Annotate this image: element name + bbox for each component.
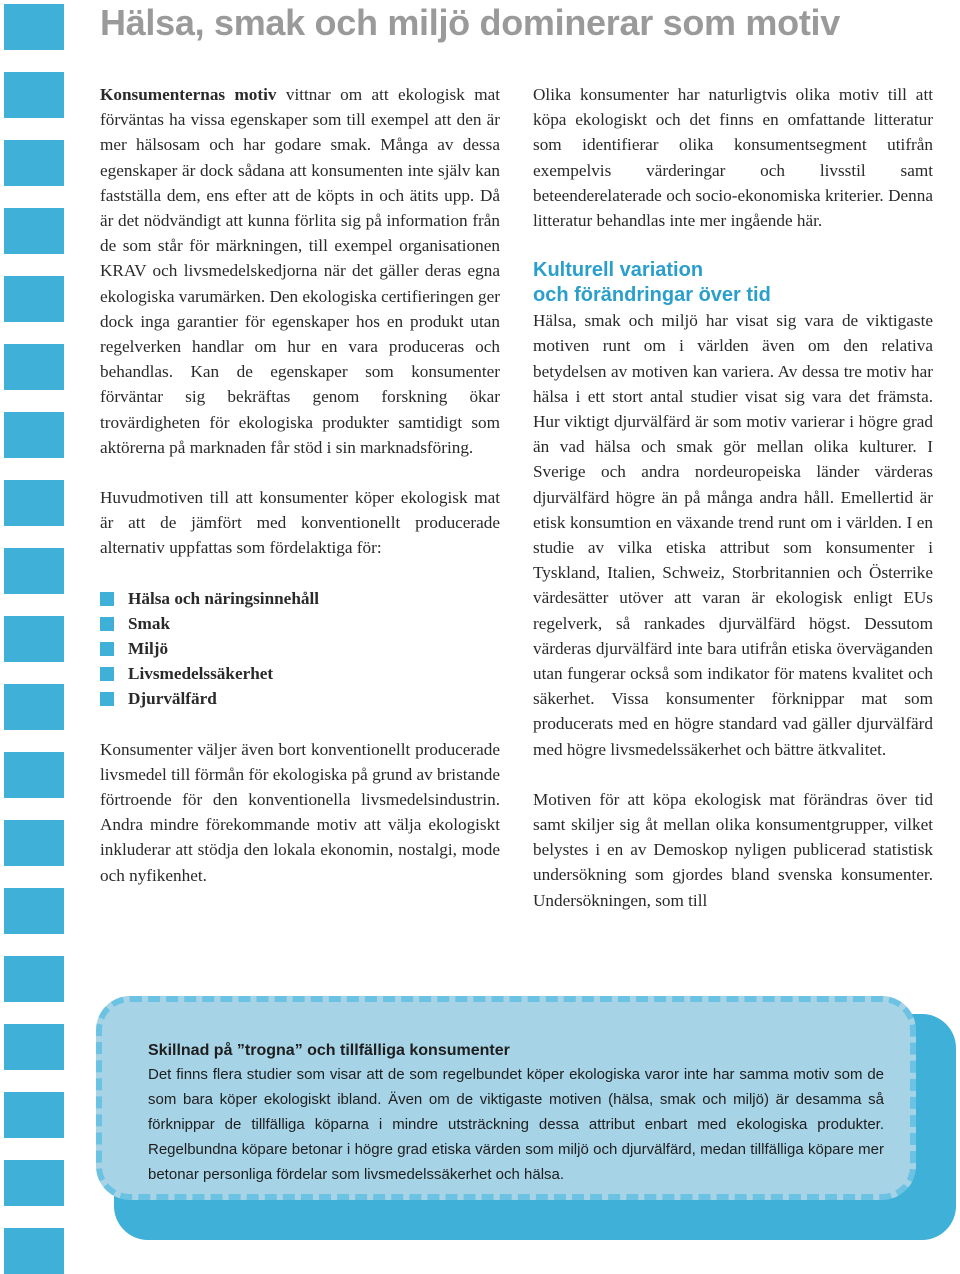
decor-square xyxy=(4,344,64,390)
bullet-square-icon xyxy=(100,692,114,706)
list-item-label: Livsmedelssäkerhet xyxy=(128,664,274,684)
infobox-title: Skillnad på ”trogna” och tillfälliga konsumenter xyxy=(148,1042,510,1059)
section-heading-line-2: och förändringar över tid xyxy=(533,284,771,307)
infobox-body: Det finns flera studier som visar att de som regelbundet köper ekologiska varor inte har samma motiv som de som bara köper ekologiskt ibland. Även om de viktigaste motiven (hälsa, smak och miljö) är desamma så förknippar de tillfälliga köparna i mindre utsträckning dessa attribut enbart med ekologiska produkter. Regelbundna köpare betonar i högre grad etiska värden som miljö och djurvälfärd, medan tillfälliga köpare mer betonar personliga fördelar som livsmedelssäkerhet och hälsa. xyxy=(148,1066,884,1183)
over-time-paragraph: Motiven för att köpa ekologisk mat förändras över tid samt skiljer sig åt mellan olika konsumentgrupper, vilket belystes i en av Demoskop nyligen publicerad statistisk undersökning som gjordes bland svenska konsumenter. Undersökningen, som till xyxy=(533,789,933,910)
decor-square xyxy=(4,684,64,730)
decor-square xyxy=(4,208,64,254)
list-item-label: Djurvälfärd xyxy=(128,689,217,709)
segments-paragraph: Olika konsumenter har naturligtvis olika motiv till att köpa ekologiskt och det finns en omfattande litteratur som identifierar olika konsumentsegment utifrån exempelvis värderingar och livsstil samt beteenderelaterade och socio-ekonomiska kriterier. Denna litteratur behandlas inte mer ingående här. xyxy=(533,85,933,231)
list-item xyxy=(100,586,500,611)
decor-square xyxy=(4,548,64,594)
decor-square xyxy=(4,140,64,186)
section-heading xyxy=(533,258,933,308)
decor-square xyxy=(4,1160,64,1206)
decor-square xyxy=(4,4,64,50)
side-decoration xyxy=(4,0,64,1250)
list-item xyxy=(100,636,500,661)
right-column xyxy=(533,82,933,938)
decor-square xyxy=(4,1024,64,1070)
decor-square xyxy=(4,616,64,662)
motives-list xyxy=(100,586,500,712)
list-item-label: Miljö xyxy=(128,639,169,659)
list-item xyxy=(100,686,500,711)
other-motives-paragraph: Konsumenter väljer även bort konventionellt producerade livsmedel till förmån för ekologiska på grund av bristande förtroende för den konventionella livsmedelsindustrin. Andra mindre förekommande motiv att välja ekologiskt inkluderar att stödja den lokala ekonomin, nostalgi, mode och nyfikenhet. xyxy=(100,739,500,885)
list-item-label: Smak xyxy=(128,613,171,633)
decor-square xyxy=(4,888,64,934)
decor-square xyxy=(4,72,64,118)
infobox-container xyxy=(96,996,956,1240)
decor-square xyxy=(4,1092,64,1138)
list-item-label: Hälsa och näringsinnehåll xyxy=(128,588,320,608)
lead-in: Konsumenternas motiv xyxy=(100,85,277,104)
motives-intro: Huvudmotiven till att konsumenter köper ekologisk mat är att de jämfört med konventionellt producerade alternativ uppfattas som fördelaktiga för: xyxy=(100,488,500,558)
decor-square xyxy=(4,956,64,1002)
bullet-square-icon xyxy=(100,617,114,631)
page-title: Hälsa, smak och miljö dominerar som motiv xyxy=(100,2,840,43)
decor-square xyxy=(4,276,64,322)
decor-square xyxy=(4,480,64,526)
bullet-square-icon xyxy=(100,592,114,606)
section-heading-line-1: Kulturell variation xyxy=(533,259,704,282)
left-column xyxy=(100,82,500,913)
decor-square xyxy=(4,820,64,866)
bullet-square-icon xyxy=(100,667,114,681)
intro-text: vittnar om att ekologisk mat förväntas ha vissa egenskaper som till exempel att den är mer hälsosam och har godare smak. Många av dessa egenskaper är dock sådana att konsumenten inte själv kan fastställa dem, ens efter att de köpts in och ätits upp. Då är det nödvändigt att kunna förlita sig på information från de som står för märkningen, till exempel organisationen KRAV och livsmedelskedjorna när det gäller deras egna ekologiska varumärken. Den ekologiska certifieringen ger dock inga garantier för egenskaper hos en produkt utan regelverken handlar om hur en vara produceras och behandlas. Kan de egenskaper som konsumenter förväntar sig bekräftas genom forskning ökar trovärdigheten för ekologiska produkter samtidigt som aktörerna på marknaden får stöd i sin marknadsföring. xyxy=(100,85,500,457)
infobox xyxy=(96,996,916,1200)
decor-square xyxy=(4,752,64,798)
intro-paragraph xyxy=(100,82,500,460)
list-item xyxy=(100,661,500,686)
cultural-variation-paragraph: Hälsa, smak och miljö har visat sig vara de viktigaste motiven runt om i världen även om den relativa betydelsen av motiven kan variera. Av dessa tre motiv har hälsa i ett stort antal studier visat sig vara det främsta. Hur viktigt djurvälfärd är som motiv varierar i högre grad än vad hälsa och smak gör mellan olika kulturer. I Sverige och andra nordeuropeiska länder värderas djurvälfärd högre än på många andra håll. Emellertid är etisk konsumtion en växande trend runt om i världen. I en studie av vilka etiska attribut som konsumenter i Tyskland, Italien, Schweiz, Storbritannien och Österrike värdesätter utöver att varan är ekologisk enligt EUs regelverk, så rankades djurvälfärd högst. Dessutom värderas djurvälfärd inte bara utifrån etiska överväganden utan fungerar också som indikator för matens kvalitet och säkerhet. Vissa konsumenter förknippar mat som producerats med en högre standard vad gäller djurvälfärd med högre livsmedelssäkerhet och bättre ätkvalitet. xyxy=(533,311,933,759)
bullet-square-icon xyxy=(100,642,114,656)
list-item xyxy=(100,611,500,636)
decor-square xyxy=(4,412,64,458)
decor-square xyxy=(4,1228,64,1274)
